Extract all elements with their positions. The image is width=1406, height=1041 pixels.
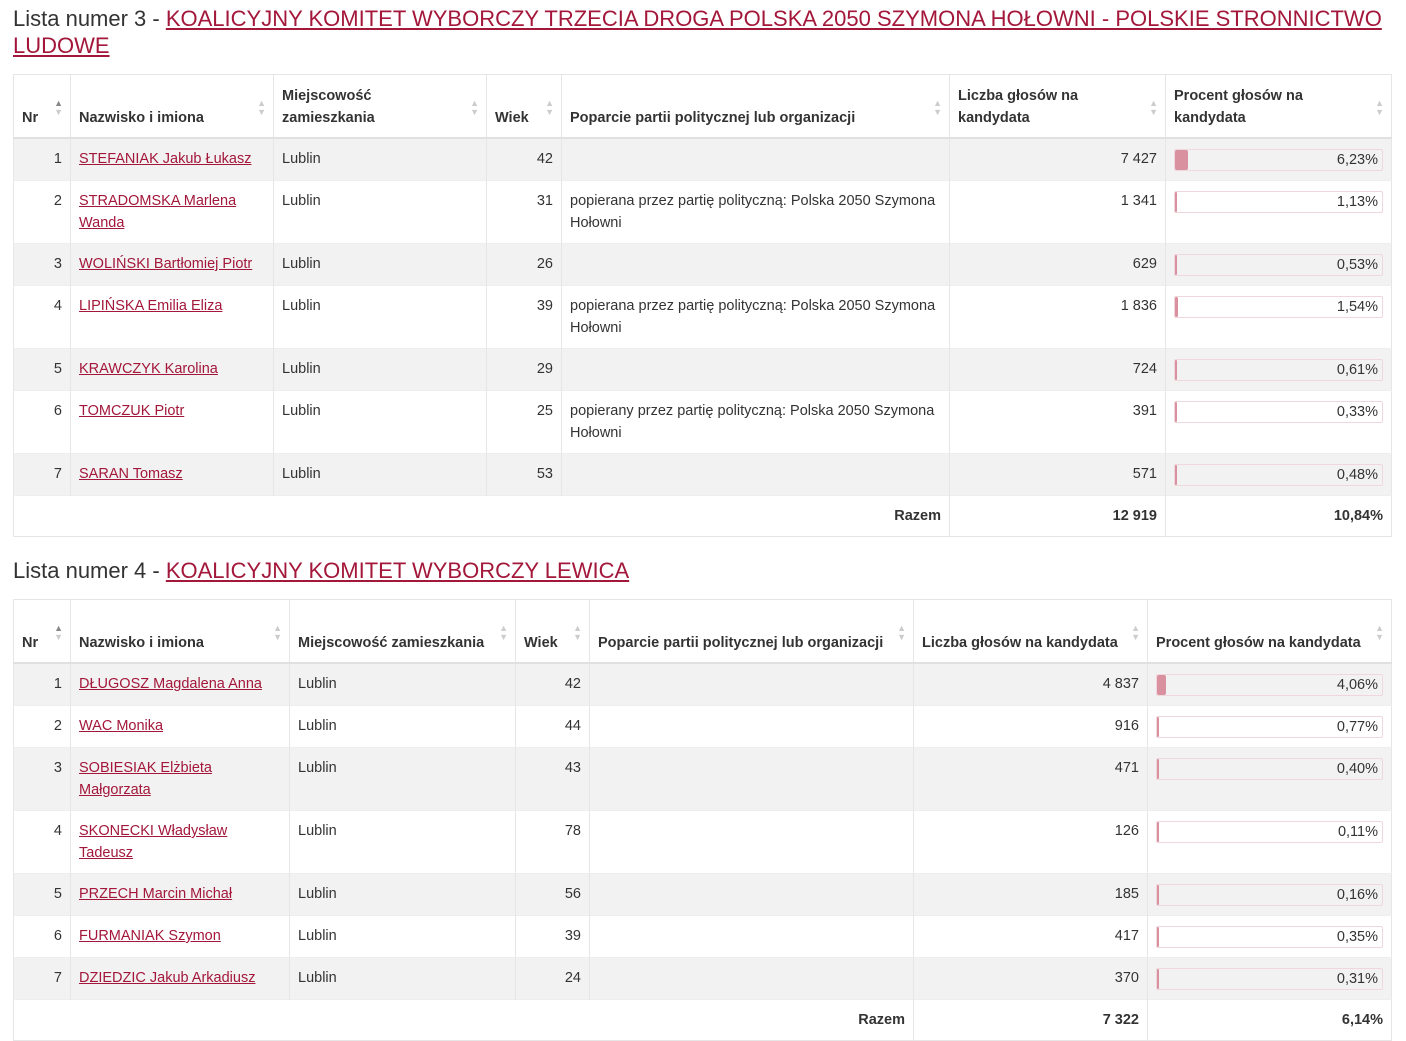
sort-icon[interactable]: ▲ ▼ — [545, 98, 554, 117]
sort-icon[interactable]: ▲ ▼ — [257, 98, 266, 117]
candidate-percent: 4,06% — [1336, 677, 1378, 693]
candidate-name-link[interactable]: PRZECH Marcin Michał — [79, 886, 233, 902]
column-header-label: Poparcie partii politycznej lub organizacji — [570, 110, 856, 126]
table-row — [14, 706, 1392, 748]
candidate-percent-cell — [1166, 181, 1392, 244]
candidate-votes: 1 836 — [950, 286, 1166, 349]
candidate-nr: 4 — [14, 811, 71, 874]
candidate-name-cell — [71, 706, 290, 748]
candidate-percent: 6,23% — [1336, 152, 1378, 168]
column-header-label: Procent głosów na kandydata — [1156, 635, 1361, 651]
percent-progress-bar — [1174, 149, 1383, 171]
candidate-name-cell — [71, 244, 274, 286]
candidate-support: popierana przez partię polityczną: Polska 2050 Szymona Hołowni — [562, 286, 950, 349]
candidate-age: 42 — [516, 663, 590, 706]
candidate-percent-cell — [1166, 244, 1392, 286]
candidate-name-cell — [71, 748, 290, 811]
candidate-support — [590, 663, 914, 706]
committee-link[interactable]: KOALICYJNY KOMITET WYBORCZY LEWICA — [165, 558, 630, 583]
candidate-votes: 126 — [914, 811, 1148, 874]
sort-icon[interactable]: ▲ ▼ — [1131, 623, 1140, 642]
sort-icon[interactable]: ▲ ▼ — [273, 623, 282, 642]
percent-progress-bar — [1156, 716, 1383, 738]
column-header-label: Liczba głosów na kandydata — [922, 635, 1118, 651]
column-header-city[interactable] — [274, 75, 487, 139]
percent-bar-fill — [1157, 927, 1159, 947]
candidate-support — [590, 748, 914, 811]
table-row — [14, 748, 1392, 811]
candidate-name-link[interactable]: WAC Monika — [79, 718, 164, 734]
table-row — [14, 349, 1392, 391]
candidate-support — [590, 706, 914, 748]
candidate-name-cell — [71, 349, 274, 391]
percent-bar-fill — [1175, 150, 1188, 170]
column-header-votes[interactable] — [914, 600, 1148, 664]
table-row — [14, 811, 1392, 874]
candidate-age: 53 — [487, 454, 562, 496]
total-row — [14, 496, 1392, 537]
percent-bar-fill — [1157, 717, 1159, 737]
candidate-age: 43 — [516, 748, 590, 811]
list-heading — [13, 5, 1391, 59]
candidate-name-link[interactable]: KRAWCZYK Karolina — [79, 361, 218, 377]
column-header-age[interactable] — [516, 600, 590, 664]
candidate-votes: 724 — [950, 349, 1166, 391]
candidate-percent-cell — [1148, 958, 1392, 1000]
candidate-city: Lublin — [290, 706, 516, 748]
candidates-table — [13, 599, 1392, 1041]
column-header-age[interactable] — [487, 75, 562, 139]
candidate-city: Lublin — [290, 811, 516, 874]
candidate-age: 78 — [516, 811, 590, 874]
candidate-age: 39 — [516, 916, 590, 958]
candidate-name-cell — [71, 916, 290, 958]
candidate-percent: 0,35% — [1336, 929, 1378, 945]
candidate-name-link[interactable]: STRADOMSKA Marlena Wanda — [79, 193, 237, 231]
percent-bar-fill — [1157, 822, 1159, 842]
candidate-nr: 4 — [14, 286, 71, 349]
total-percent: 10,84% — [1166, 496, 1392, 537]
candidate-percent: 1,54% — [1336, 299, 1378, 315]
candidate-age: 25 — [487, 391, 562, 454]
committee-link[interactable]: KOALICYJNY KOMITET WYBORCZY TRZECIA DROGA POLSKA 2050 SZYMONA HOŁOWNI - POLSKIE STRONNICTWO LUDOWE — [13, 6, 1382, 58]
sort-icon[interactable]: ▲ ▼ — [54, 98, 63, 117]
candidate-age: 44 — [516, 706, 590, 748]
candidate-nr: 7 — [14, 958, 71, 1000]
percent-bar-fill — [1157, 675, 1166, 695]
candidate-percent: 0,33% — [1336, 404, 1378, 420]
candidate-support — [590, 874, 914, 916]
column-header-votes[interactable] — [950, 75, 1166, 139]
candidate-percent-cell — [1148, 916, 1392, 958]
table-row — [14, 454, 1392, 496]
candidate-age: 26 — [487, 244, 562, 286]
column-header-label: Miejscowość zamieszkania — [282, 88, 375, 126]
candidate-city: Lublin — [274, 181, 487, 244]
candidate-votes: 391 — [950, 391, 1166, 454]
candidate-name-link[interactable]: TOMCZUK Piotr — [79, 403, 185, 419]
candidate-name-cell — [71, 391, 274, 454]
candidate-age: 39 — [487, 286, 562, 349]
candidate-city: Lublin — [290, 663, 516, 706]
column-header-nr[interactable] — [14, 600, 71, 664]
column-header-percent[interactable] — [1148, 600, 1392, 664]
candidate-support — [562, 454, 950, 496]
candidate-city: Lublin — [274, 244, 487, 286]
percent-progress-bar — [1174, 359, 1383, 381]
candidate-name-cell — [71, 663, 290, 706]
candidate-percent-cell — [1148, 811, 1392, 874]
candidate-nr: 2 — [14, 181, 71, 244]
candidate-votes: 417 — [914, 916, 1148, 958]
percent-progress-bar — [1174, 191, 1383, 213]
percent-progress-bar — [1156, 674, 1383, 696]
candidate-support — [590, 811, 914, 874]
sort-icon[interactable]: ▲ ▼ — [54, 623, 63, 642]
candidate-name-cell — [71, 286, 274, 349]
candidate-percent-cell — [1148, 748, 1392, 811]
candidate-percent-cell — [1148, 663, 1392, 706]
table-row — [14, 286, 1392, 349]
candidate-city: Lublin — [290, 874, 516, 916]
table-row — [14, 916, 1392, 958]
candidate-nr: 6 — [14, 916, 71, 958]
total-votes: 12 919 — [950, 496, 1166, 537]
column-header-label: Poparcie partii politycznej lub organizacji — [598, 635, 884, 651]
candidate-nr: 5 — [14, 874, 71, 916]
column-header-support[interactable] — [590, 600, 914, 664]
percent-bar-fill — [1175, 360, 1177, 380]
table-row — [14, 244, 1392, 286]
candidate-city: Lublin — [274, 391, 487, 454]
candidate-nr: 1 — [14, 138, 71, 181]
candidates-table — [13, 74, 1392, 537]
candidate-percent: 0,31% — [1336, 971, 1378, 987]
header-row — [14, 600, 1392, 664]
candidate-percent-cell — [1166, 286, 1392, 349]
candidate-percent: 0,48% — [1336, 467, 1378, 483]
candidate-percent-cell — [1166, 349, 1392, 391]
total-votes: 7 322 — [914, 1000, 1148, 1041]
table-row — [14, 391, 1392, 454]
candidate-percent-cell — [1148, 706, 1392, 748]
candidate-support: popierany przez partię polityczną: Polska 2050 Szymona Hołowni — [562, 391, 950, 454]
percent-progress-bar — [1156, 926, 1383, 948]
column-header-label: Wiek — [495, 110, 529, 126]
column-header-support[interactable] — [562, 75, 950, 139]
table-row — [14, 181, 1392, 244]
percent-progress-bar — [1174, 464, 1383, 486]
candidate-percent: 0,77% — [1336, 719, 1378, 735]
column-header-label: Liczba głosów na kandydata — [958, 88, 1079, 126]
percent-progress-bar — [1174, 296, 1383, 318]
candidate-votes: 370 — [914, 958, 1148, 1000]
column-header-label: Nr — [22, 110, 39, 126]
candidate-percent: 0,16% — [1336, 887, 1378, 903]
list-heading — [13, 557, 1391, 584]
candidate-name-link[interactable]: DŁUGOSZ Magdalena Anna — [79, 676, 262, 692]
candidate-support — [590, 958, 914, 1000]
column-header-label: Miejscowość zamieszkania — [298, 635, 485, 651]
sort-icon[interactable]: ▲ ▼ — [499, 623, 508, 642]
candidate-votes: 629 — [950, 244, 1166, 286]
candidate-percent-cell — [1148, 874, 1392, 916]
candidate-percent-cell — [1166, 391, 1392, 454]
percent-progress-bar — [1156, 968, 1383, 990]
candidate-name-cell — [71, 138, 274, 181]
list-number-label: Lista numer 4 - — [13, 558, 166, 583]
sort-icon[interactable]: ▲ ▼ — [897, 623, 906, 642]
percent-bar-fill — [1175, 402, 1177, 422]
sort-icon[interactable]: ▲ ▼ — [470, 98, 479, 117]
sort-icon[interactable]: ▲ ▼ — [1375, 98, 1384, 117]
table-row — [14, 958, 1392, 1000]
percent-progress-bar — [1156, 821, 1383, 843]
candidate-city: Lublin — [274, 454, 487, 496]
column-header-percent[interactable] — [1166, 75, 1392, 139]
column-header-name[interactable] — [71, 600, 290, 664]
percent-bar-fill — [1157, 969, 1159, 989]
total-label: Razem — [14, 1000, 914, 1041]
column-header-city[interactable] — [290, 600, 516, 664]
candidate-nr: 7 — [14, 454, 71, 496]
candidate-name-link[interactable]: SKONECKI Władysław Tadeusz — [79, 823, 228, 861]
total-percent: 6,14% — [1148, 1000, 1392, 1041]
candidate-percent-cell — [1166, 454, 1392, 496]
sort-icon[interactable]: ▲ ▼ — [1375, 623, 1384, 642]
candidate-city: Lublin — [274, 286, 487, 349]
sort-icon[interactable]: ▲ ▼ — [1149, 98, 1158, 117]
candidate-support — [562, 349, 950, 391]
column-header-label: Nazwisko i imiona — [79, 110, 204, 126]
percent-bar-fill — [1157, 885, 1159, 905]
candidate-support — [590, 916, 914, 958]
total-row — [14, 1000, 1392, 1041]
candidate-name-cell — [71, 958, 290, 1000]
candidate-votes: 185 — [914, 874, 1148, 916]
candidate-city: Lublin — [274, 349, 487, 391]
column-header-label: Wiek — [524, 635, 558, 651]
candidate-name-link[interactable]: FURMANIAK Szymon — [79, 928, 221, 944]
candidate-percent-cell — [1166, 138, 1392, 181]
candidate-nr: 6 — [14, 391, 71, 454]
table-row — [14, 138, 1392, 181]
candidate-name-cell — [71, 811, 290, 874]
candidate-percent: 0,53% — [1336, 257, 1378, 273]
column-header-label: Procent głosów na kandydata — [1174, 88, 1303, 126]
candidate-name-link[interactable]: SARAN Tomasz — [79, 466, 183, 482]
candidate-name-link[interactable]: WOLIŃSKI Bartłomiej Piotr — [79, 256, 253, 272]
candidate-city: Lublin — [274, 138, 487, 181]
header-row — [14, 75, 1392, 139]
candidate-nr: 2 — [14, 706, 71, 748]
total-label: Razem — [14, 496, 950, 537]
candidate-name-cell — [71, 181, 274, 244]
candidate-city: Lublin — [290, 958, 516, 1000]
percent-bar-fill — [1175, 192, 1177, 212]
results-page — [0, 5, 1406, 1041]
percent-bar-fill — [1157, 759, 1159, 779]
candidate-age: 42 — [487, 138, 562, 181]
percent-bar-fill — [1175, 255, 1177, 275]
column-header-label: Nazwisko i imiona — [79, 635, 204, 651]
candidate-votes: 4 837 — [914, 663, 1148, 706]
candidate-support — [562, 244, 950, 286]
candidate-age: 56 — [516, 874, 590, 916]
candidate-percent: 0,40% — [1336, 761, 1378, 777]
percent-progress-bar — [1174, 254, 1383, 276]
table-row — [14, 663, 1392, 706]
column-header-label: Nr — [22, 635, 39, 651]
candidate-votes: 916 — [914, 706, 1148, 748]
candidate-support — [562, 138, 950, 181]
candidate-name-cell — [71, 454, 274, 496]
percent-bar-fill — [1175, 465, 1177, 485]
candidate-votes: 571 — [950, 454, 1166, 496]
candidate-votes: 7 427 — [950, 138, 1166, 181]
candidate-votes: 471 — [914, 748, 1148, 811]
percent-progress-bar — [1156, 884, 1383, 906]
candidate-city: Lublin — [290, 916, 516, 958]
list-number-label: Lista numer 3 - — [13, 6, 166, 31]
percent-progress-bar — [1156, 758, 1383, 780]
candidate-percent: 0,61% — [1336, 362, 1378, 378]
candidate-votes: 1 341 — [950, 181, 1166, 244]
percent-progress-bar — [1174, 401, 1383, 423]
candidate-name-link[interactable]: LIPIŃSKA Emilia Eliza — [79, 298, 223, 314]
candidate-nr: 1 — [14, 663, 71, 706]
candidate-name-link[interactable]: DZIEDZIC Jakub Arkadiusz — [79, 970, 256, 986]
table-row — [14, 874, 1392, 916]
candidate-nr: 3 — [14, 244, 71, 286]
candidate-age: 31 — [487, 181, 562, 244]
candidate-name-link[interactable]: STEFANIAK Jakub Łukasz — [79, 151, 252, 167]
sort-icon[interactable]: ▲ ▼ — [573, 623, 582, 642]
candidate-age: 29 — [487, 349, 562, 391]
candidate-nr: 5 — [14, 349, 71, 391]
candidate-city: Lublin — [290, 748, 516, 811]
candidate-support: popierana przez partię polityczną: Polska 2050 Szymona Hołowni — [562, 181, 950, 244]
column-header-name[interactable] — [71, 75, 274, 139]
percent-bar-fill — [1175, 297, 1178, 317]
candidate-percent: 1,13% — [1336, 194, 1378, 210]
candidate-name-cell — [71, 874, 290, 916]
sort-icon[interactable]: ▲ ▼ — [933, 98, 942, 117]
column-header-nr[interactable] — [14, 75, 71, 139]
candidate-name-link[interactable]: SOBIESIAK Elżbieta Małgorzata — [79, 760, 212, 798]
candidate-age: 24 — [516, 958, 590, 1000]
candidate-percent: 0,11% — [1337, 824, 1378, 840]
candidate-nr: 3 — [14, 748, 71, 811]
